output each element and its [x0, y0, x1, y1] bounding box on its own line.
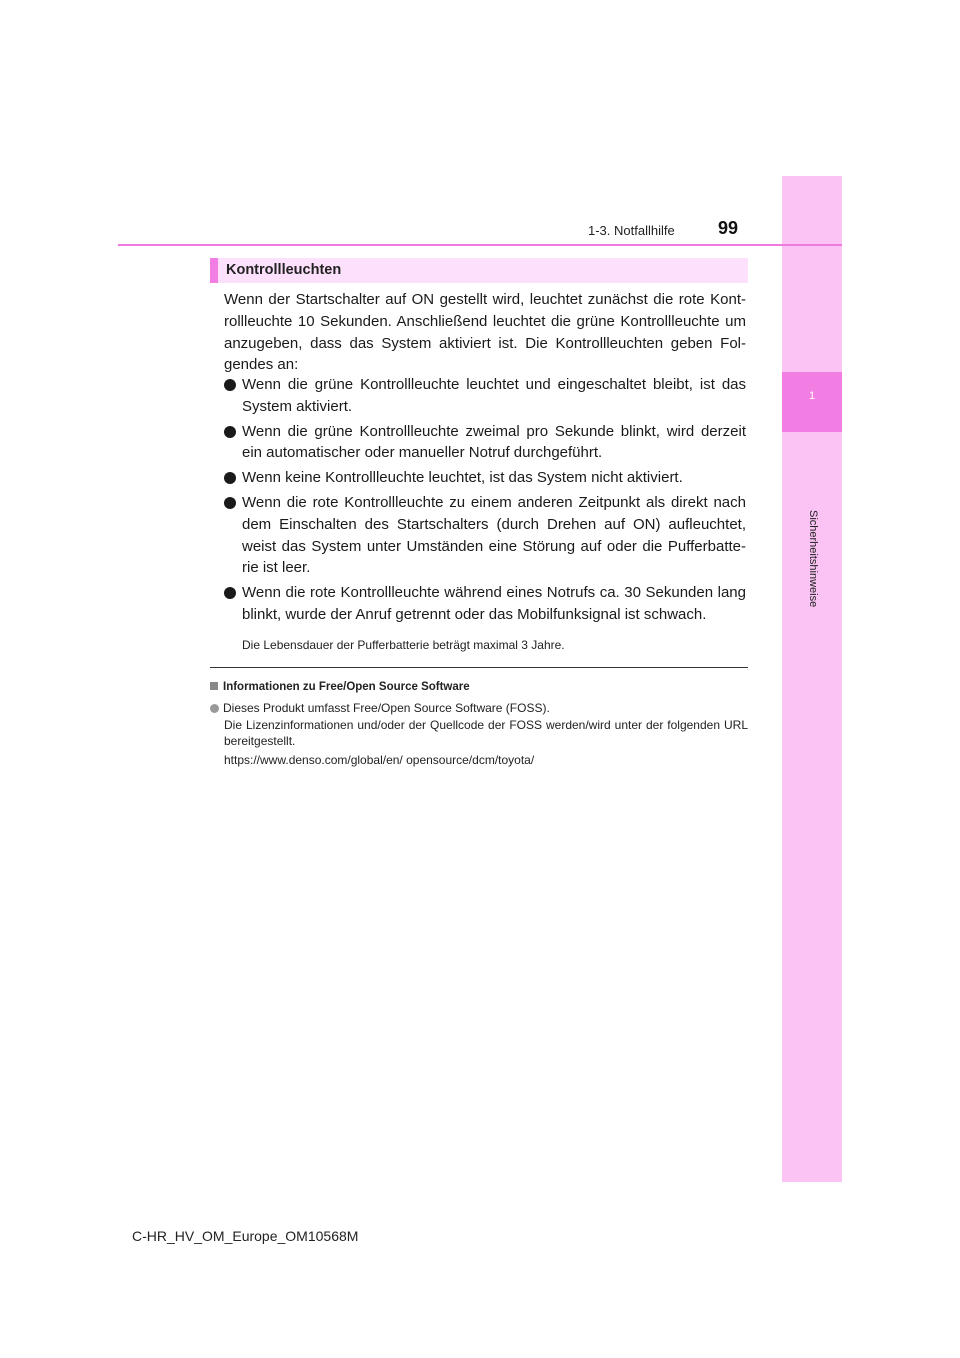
bullet-icon [224, 497, 236, 509]
page-number: 99 [718, 218, 739, 238]
footer-doc-id: C-HR_HV_OM_Europe_OM10568M [132, 1228, 359, 1244]
side-tab [782, 176, 842, 1182]
separator [210, 667, 748, 668]
box-title: Kontrollleuchten [226, 262, 342, 278]
circle-bullet-icon [210, 704, 219, 713]
bullet-icon [224, 379, 236, 391]
list-item [224, 374, 746, 418]
chapter-label: Sicherheitshinweise [807, 510, 819, 608]
list-item [224, 582, 746, 626]
side-tab-active-chapter [782, 372, 842, 432]
section-title: 1-3. Notfallhilfe [588, 223, 675, 238]
info-heading-text: Informationen zu Free/Open Source Software [223, 681, 470, 693]
list-item-text: Wenn die rote Kontrollleuchte zu einem anderen Zeitpunkt als direkt nach dem Einschalten des Startschalters (durch Drehen auf ON) aufleuchtet, weist das System unter Umständen eine Störung auf oder die Pufferbatte-rie ist leer. [242, 493, 746, 577]
box-title-accent [210, 258, 218, 283]
list-item-text: Wenn die grüne Kontrollleuchte leuchtet und eingeschaltet bleibt, ist das System aktiviert. [242, 376, 746, 415]
intro-paragraph: Wenn der Startschalter auf ON gestellt wird, leuchtet zunächst die rote Kont-rollleuchte 10 Sekunden. Anschließend leuchtet die grüne Kontrollleuchte um anzugeben, dass das System aktiviert ist. Die Kontrollleuchten geben Fol-gendes an: [224, 291, 746, 374]
square-bullet-icon [210, 682, 218, 690]
list-item [224, 467, 746, 489]
bullet-icon [224, 472, 236, 484]
bullet-icon [224, 426, 236, 438]
info-url: https://www.denso.com/global/en/ opensource/dcm/toyota/ [224, 753, 535, 767]
list-item-text: Wenn die grüne Kontrollleuchte zweimal pro Sekunde blinkt, wird derzeit ein automatischer oder manueller Notruf durchgeführt. [242, 422, 746, 462]
box-title-bar [210, 258, 748, 283]
info-line-text: Dieses Produkt umfasst Free/Open Source Software (FOSS). [223, 701, 550, 715]
chapter-number: 1 [808, 390, 816, 402]
header-rule [118, 244, 842, 246]
battery-note: Die Lebensdauer der Pufferbatterie beträgt maximal 3 Jahre. [242, 638, 565, 652]
info-body: Die Lizenzinformationen und/oder der Quellcode der FOSS werden/wird unter der folgenden URL bereitgestellt. [224, 718, 748, 748]
list-item [224, 492, 746, 579]
bullet-list [224, 374, 746, 629]
info-line [210, 701, 550, 715]
list-item-text: Wenn die rote Kontrollleuchte während eines Notrufs ca. 30 Sekunden lang blinkt, wurde der Anruf getrennt oder das Mobilfunksignal ist schwach. [242, 584, 746, 623]
bullet-icon [224, 587, 236, 599]
list-item [224, 421, 746, 465]
info-heading [210, 681, 470, 693]
list-item-text: Wenn keine Kontrollleuchte leuchtet, ist das System nicht aktiviert. [242, 469, 683, 487]
